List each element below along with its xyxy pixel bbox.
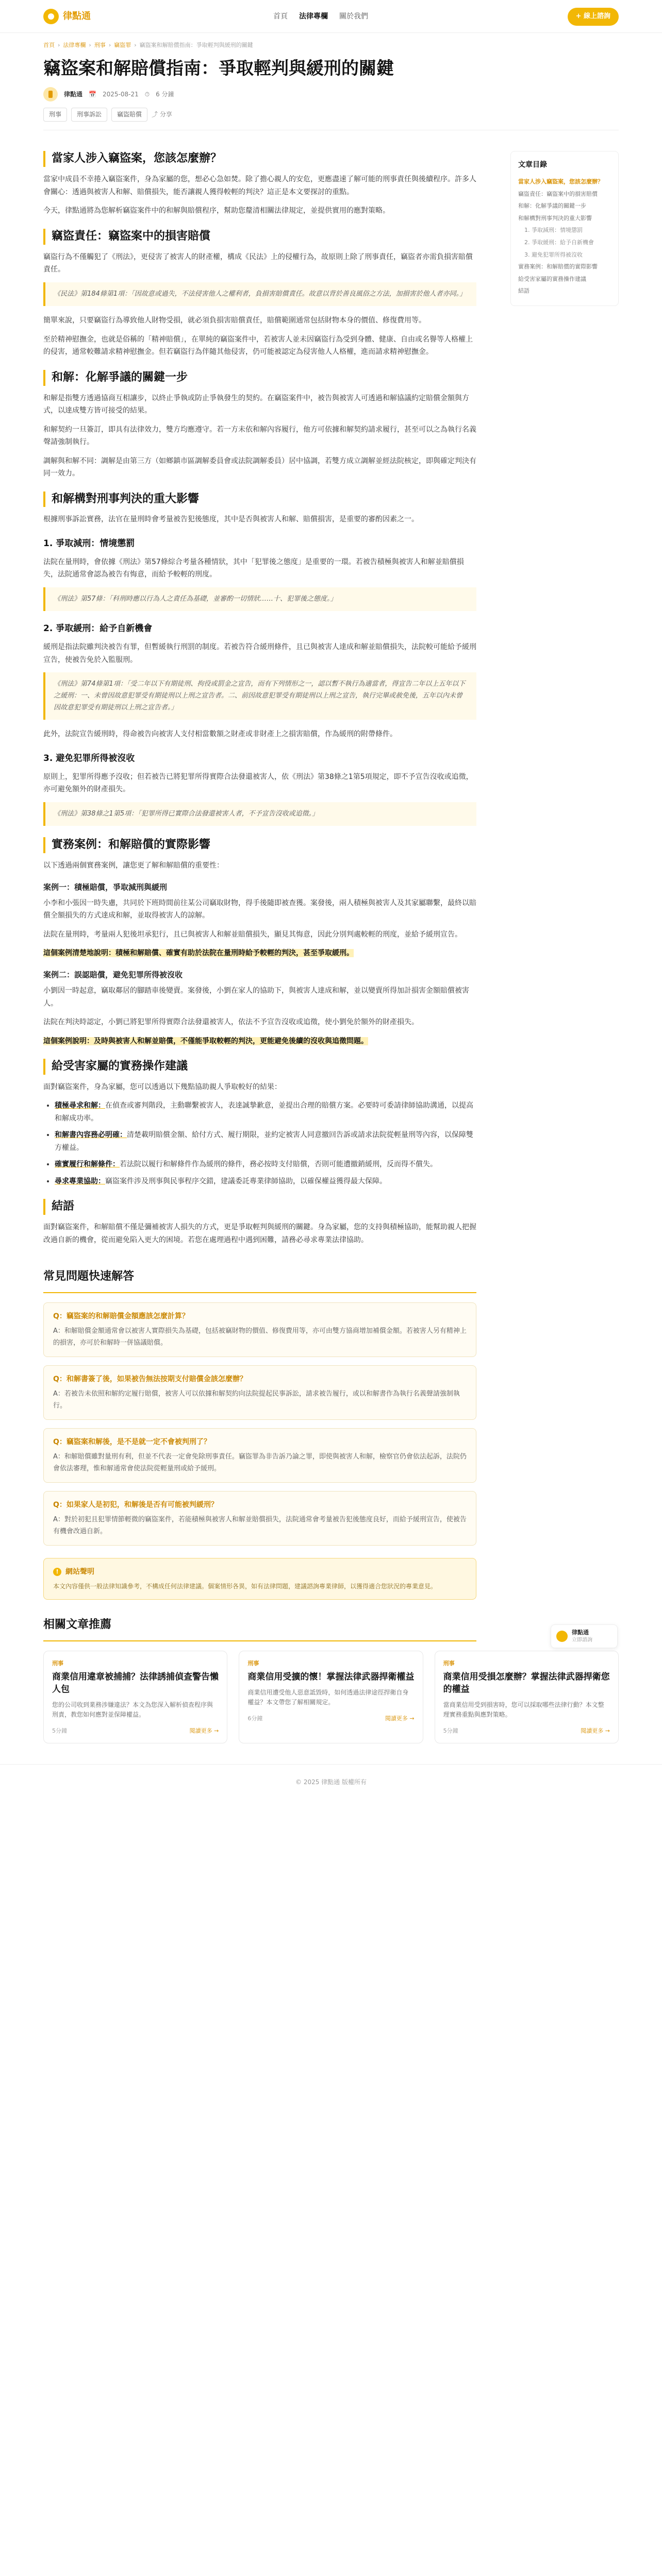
paragraph: 根據刑事訴訟實務，法官在量刑時會考量被告犯後態度，其中是否與被害人和解、賠償損害，是重要的審酌因素之一。 [43, 515, 419, 524]
breadcrumb-theft[interactable]: 竊盜罪 [114, 42, 131, 48]
list-item-text: 清楚載明賠償金額、給付方式、履行期限，並約定被害人同意撤回告訴或請求法院從輕量刑等內容，以保障雙方權益。 [55, 1131, 473, 1152]
faq-item [43, 1491, 476, 1546]
breadcrumb-home[interactable]: 首頁 [43, 42, 55, 48]
paragraph: 面對竊盜案件，和解賠償不僅是彌補被害人損失的方式，更是爭取輕判與緩刑的關鍵。身為家屬，您的支持與積極協助，能幫助親人把握改過自新的機會，從而避免陷入更大的困境。若您在處理過程中遇到困難，請務必尋求專業法律協助。 [43, 1223, 476, 1244]
paragraph: 和解契約一旦簽訂，即具有法律效力，雙方均應遵守。若一方未依和解內容履行，他方可依據和解契約請求履行，甚至可以之為執行名義聲請強制執行。 [43, 425, 476, 447]
list-item-head: 積極尋求和解： [55, 1101, 105, 1110]
chip-name: 律點通 [572, 1629, 589, 1636]
share-label: 分享 [159, 111, 172, 118]
section-heading: 和解：化解爭議的關鍵一步 [43, 370, 476, 386]
breadcrumb-current: 竊盜案和解賠償指南：爭取輕判與緩刑的關鍵 [139, 42, 253, 48]
faq-question: Q：竊盜案的和解賠償金額應該怎麼計算？ [53, 1312, 189, 1320]
article-meta [43, 87, 619, 101]
read-more-link[interactable]: 閱讀更多 → [189, 1727, 219, 1734]
notice-title: 網站聲明 [65, 1567, 94, 1576]
title-block [0, 33, 662, 130]
faq-answer: A：對於初犯且犯罪情節輕微的竊盜案件，若能積極與被害人和解並賠償損失，法院通常會考量被告犯後態度良好，而給予緩刑宣告，使被告有機會改過自新。 [53, 1516, 467, 1536]
brand-logo-icon [43, 9, 59, 24]
share-button[interactable] [152, 109, 172, 120]
toc-item[interactable]: 2. 爭取緩刑：給予自新機會 [524, 239, 594, 246]
toc-item[interactable]: 1. 爭取減刑：情境懲罰 [524, 227, 583, 234]
law-quote: 《刑法》第38條之1第5項：「犯罪所得已實際合法發還被害人者，不予宣告沒收或追徵。」 [43, 802, 476, 826]
section-heading: 給受害家屬的實務操作建議 [43, 1059, 476, 1075]
highlight-text: 這個案例清楚地說明：積極和解賠償、確實有助於法院在量刑時給予較輕的判決，甚至爭取緩刑。 [43, 949, 354, 958]
related-card-title[interactable]: 商業信用違章被捕捕？法律誘捕偵查警告懶人包 [52, 1672, 219, 1694]
breadcrumb-column[interactable]: 法律專欄 [63, 42, 86, 48]
notice-text: 本文內容僅供一般法律知識參考，不構成任何法律建議。個案情形各異，如有法律問題，建議諮詢專業律師，以獲得適合您狀況的專業意見。 [53, 1583, 437, 1590]
related-category: 刑事 [443, 1659, 455, 1667]
highlight-paragraph [43, 1035, 476, 1048]
related-card[interactable] [435, 1651, 619, 1743]
law-quote: 《刑法》第57條：「科刑時應以行為人之責任為基礎，並審酌一切情狀……十、犯罪後之態度。」 [43, 587, 476, 612]
related-read-time: 6分鐘 [247, 1715, 263, 1722]
tag-row [43, 108, 619, 130]
related-card-footer [247, 1714, 414, 1723]
breadcrumb-separator: › [134, 42, 137, 48]
read-time: 6 分鐘 [156, 90, 174, 98]
tag-theft-compensation[interactable]: 竊盜賠償 [111, 108, 147, 122]
toc-item[interactable]: 和解構對刑事判決的重大影響 [518, 214, 592, 222]
faq-answer: A：和解賠償金額通常會以被害人實際損失為基礎，包括被竊財物的價值、修復費用等，亦可由雙方協商增加補償金額。若被害人另有精神上的損害，亦可於和解時一併協議賠償。 [53, 1327, 467, 1347]
paragraph: 法院在量刑時，會依據《刑法》第57條綜合考量各種情狀，其中「犯罪後之態度」是重要的一環。若被告積極與被害人和解並賠償損失，法院通常會認為被告有悔意，而給予較輕的刑度。 [43, 557, 464, 579]
footer-copyright: © 2025 律點通 版權所有 [295, 1778, 367, 1786]
list-item [55, 1158, 476, 1171]
brand[interactable] [43, 8, 91, 25]
highlight-paragraph [43, 947, 476, 960]
paragraph: 以下透過兩個實務案例，讓您更了解和解賠償的重要性： [43, 861, 224, 870]
paragraph: 原則上，犯罪所得應予沒收；但若被告已將犯罪所得實際合法發還被害人，依《刑法》第38條之1第5項規定，即不予宣告沒收或追徵，亦可避免額外的財產損失。 [43, 772, 473, 794]
faq-question: Q：如果家人是初犯，和解後是否有可能被判緩刑？ [53, 1500, 218, 1509]
paragraph: 今天，律點通將為您解析竊盜案件中的和解與賠償程序，幫助您釐清相關法律規定，並提供實用的應對策略。 [43, 207, 390, 215]
section-heading: 實務案例：和解賠償的實際影響 [43, 837, 476, 853]
share-icon: ⤴ [152, 111, 160, 118]
chat-icon [556, 1631, 568, 1642]
tag-criminal[interactable]: 刑事 [43, 108, 67, 122]
main-nav [273, 10, 368, 23]
content-area [0, 130, 662, 1743]
site-header [0, 0, 662, 33]
tag-criminal-procedure[interactable]: 刑事訴訟 [71, 108, 107, 122]
section-heading: 竊盜責任：竊盜案中的損害賠償 [43, 229, 476, 245]
nav-about[interactable]: 關於我們 [339, 12, 368, 21]
breadcrumb-separator: › [108, 42, 111, 48]
toc-item[interactable]: 結語 [518, 287, 529, 295]
faq-answer: A：若被告未依照和解約定履行賠償，被害人可以依據和解契約向法院提起民事訴訟，請求被告履行，或以和解書作為執行名義聲請強制執行。 [53, 1390, 460, 1410]
paragraph: 小劉因一時起意，竊取鄰居的腳踏車後變賣。案發後，小劉在家人的協助下，與被害人達成和解，並以變賣所得加計損害金額賠償被害人。 [43, 987, 469, 1008]
toc-item[interactable]: 和解：化解爭議的關鍵一步 [518, 202, 586, 210]
case-heading: 案例一：積極賠償，爭取減刑與緩刑 [43, 882, 168, 892]
calendar-icon: 📅 [89, 90, 96, 98]
section-heading: 結語 [43, 1199, 476, 1215]
article-body [43, 130, 476, 1641]
breadcrumb-separator: › [89, 42, 91, 48]
read-more-link[interactable]: 閱讀更多 → [581, 1727, 610, 1734]
faq-answer: A：和解賠償雖對量刑有利，但並不代表一定會免除刑事責任。竊盜罪為非告訴乃論之罪，即使與被害人和解，檢察官仍會依法起訴，法院仍會依法審理，惟和解通常會使法院從輕量刑或給予緩刑。 [53, 1453, 467, 1473]
subsection-heading: 2. 爭取緩刑：給予自新機會 [43, 623, 153, 634]
list-item-head: 確實履行和解條件： [55, 1160, 120, 1169]
related-card-title[interactable]: 商業信用受損怎麼辦？掌握法律武器捍衛您的權益 [443, 1672, 610, 1694]
list-item [55, 1129, 476, 1154]
related-card-footer [52, 1726, 219, 1736]
subsection-heading: 1. 爭取減刑：情境懲罰 [43, 538, 135, 549]
related-card[interactable] [239, 1651, 423, 1743]
breadcrumb-separator: › [58, 42, 60, 48]
list-item-text: 在偵查或審判階段，主動聯繫被害人，表達誠摯歉意，並提出合理的賠償方案。必要時可委請律師協助溝通，以提高和解成功率。 [55, 1101, 473, 1123]
paragraph: 此外，法院宣告緩刑時，得命被告向被害人支付相當數額之財產或非財產上之損害賠償，作為緩刑的附帶條件。 [43, 730, 397, 739]
toc-item[interactable]: 3. 避免犯罪所得被沒收 [524, 251, 583, 258]
toc-item[interactable]: 實務案例：和解賠償的實際影響 [518, 263, 598, 270]
paragraph: 法院在判決時認定，小劉已將犯罪所得實際合法發還被害人，依法不予宣告沒收或追徵，使小劉免於額外的財產損失。 [43, 1018, 419, 1027]
read-more-link[interactable]: 閱讀更多 → [385, 1715, 415, 1722]
clock-icon: ⏱ [144, 90, 150, 98]
list-item [55, 1175, 476, 1188]
info-icon: ! [53, 1568, 61, 1576]
paragraph: 面對竊盜案件，身為家屬，您可以透過以下幾點協助親人爭取較好的結果： [43, 1082, 282, 1091]
paragraph: 法院在量刑時，考量兩人犯後坦承犯行，且已與被害人和解並賠償損失，顯見其悔意，因此分別判處較輕的刑度，並給予緩刑宣告。 [43, 930, 462, 939]
nav-legal-column[interactable]: 法律專欄 [299, 12, 328, 21]
author-avatar [43, 87, 58, 101]
faq-question: Q：竊盜案和解後，是不是就一定不會被判刑了？ [53, 1437, 211, 1446]
related-category: 刑事 [247, 1659, 259, 1667]
subsection-heading: 3. 避免犯罪所得被沒收 [43, 753, 135, 764]
law-quote: 《民法》第184條第1項：「因故意或過失，不法侵害他人之權利者，負損害賠償責任。故意以背於善良風俗之方法，加損害於他人者亦同。」 [43, 282, 476, 307]
author-name[interactable]: 律點通 [64, 90, 83, 98]
faq-question: Q：和解書簽了後，如果被告無法按期支付賠償金該怎麼辦？ [53, 1375, 247, 1383]
paragraph: 調解與和解不同：調解是由第三方（如鄉鎮市區調解委員會或法院調解委員）居中協調，若雙方成立調解並經法院核定，即與確定判決有同一效力。 [43, 456, 476, 478]
breadcrumb [43, 40, 619, 50]
list-item-head: 和解書內容務必明確： [55, 1131, 127, 1140]
related-card[interactable] [43, 1651, 227, 1743]
list-item [55, 1099, 476, 1125]
section-heading: 當家人涉入竊盜案，您該怎麼辦？ [43, 151, 476, 167]
notice-head [53, 1566, 467, 1579]
related-articles [43, 1651, 619, 1743]
chip-text [572, 1629, 592, 1643]
paragraph: 小李和小張因一時失慮，共同於下班時間前往某公司竊取財物，得手後隨即被查獲。案發後，兩人積極與被害人及其家屬聯繫，最終以賠償全額損失的方式達成和解，並取得被害人的諒解。 [43, 899, 476, 920]
paragraph: 簡單來說，只要竊盜行為導致他人財物受損，就必須負損害賠償責任，賠償範圍通常包括財物本身的價值、修復費用等。 [43, 316, 426, 325]
publish-date: 2025-08-21 [102, 90, 139, 98]
faq-item [43, 1365, 476, 1420]
toc-title: 文章目錄 [518, 161, 547, 170]
related-title: 相關文章推薦 [43, 1615, 476, 1641]
faq-title: 常見問題快速解答 [43, 1267, 476, 1293]
law-quote: 《刑法》第74條第1項：「受二年以下有期徒刑、拘役或罰金之宣告，而有下列情形之一，認以暫不執行為適當者，得宣告二年以上五年以下之緩刑：一、未曾因故意犯罪受有期徒刑以上刑之宣告者。二、前因故意犯罪受有期徒刑以上刑之宣告，執行完畢或赦免後，五年以內未曾因故意犯罪受有期徒刑以上刑之宣告者。」 [43, 672, 476, 720]
nav-home[interactable]: 首頁 [273, 12, 288, 21]
chip-sub: 立即諮詢 [572, 1637, 592, 1643]
paragraph: 當家中成員不幸捲入竊盜案件，身為家屬的您，想必心急如焚。除了擔心親人的安危，更應盡速了解可能的刑事責任與後續程序。許多人會關心：透過與被害人和解、賠償損失，能否讓親人獲得較輕的判決？這正是本文要探討的重點。 [43, 175, 476, 196]
faq-item [43, 1428, 476, 1483]
toc-item[interactable]: 竊盜責任：竊盜案中的損害賠償 [518, 190, 598, 197]
paragraph: 緩刑是指法院雖判決被告有罪，但暫緩執行刑罰的制度。若被告符合緩刑條件，且已與被害人達成和解並賠償損失，法院較可能給予緩刑宣告，使被告免於入監服刑。 [43, 643, 476, 664]
toc-item[interactable]: 當家人涉入竊盜案，您該怎麼辦？ [518, 178, 603, 185]
paragraph: 至於精神慰撫金，也就是俗稱的「精神賠償」，在單純的竊盜案件中，若被害人並未因竊盜行為受到身體、健康、自由或名譽等人格權上的侵害，通常較難請求精神慰撫金。但若竊盜行為伴隨其他侵害，仍可能被認定為侵害他人人格權，進而請求精神慰撫金。 [43, 335, 473, 357]
related-card-desc: 當商業信用受到損害時，您可以採取哪些法律行動？本文整理實務重點與應對策略。 [443, 1701, 604, 1718]
site-footer [0, 1764, 662, 1800]
article-title: 竊盜案和解賠償指南：爭取輕判與緩刑的關鍵 [43, 58, 394, 79]
section-heading: 和解構對刑事判決的重大影響 [43, 492, 476, 507]
related-card-title[interactable]: 商業信用受擴的懷！掌握法律武器捍衛權益 [247, 1672, 415, 1683]
list-item-text: 若法院以履行和解條件作為緩刑的條件，務必按時支付賠償，否則可能遭撤銷緩刑，反而得不償失。 [120, 1160, 437, 1169]
paragraph: 和解是指雙方透過協商互相讓步，以終止爭執或防止爭執發生的契約。在竊盜案件中，被告與被害人可透過和解協議約定賠償金額與方式，以達成雙方皆可接受的結果。 [43, 394, 469, 415]
floating-consult-chip[interactable] [551, 1624, 618, 1648]
related-category: 刑事 [52, 1659, 63, 1667]
list-item-head: 尋求專業協助： [55, 1177, 105, 1185]
highlight-text: 這個案例說明：及時與被害人和解並賠償，不僅能爭取較輕的判決，更能避免後續的沒收與追徵問題。 [43, 1037, 368, 1045]
toc-item[interactable]: 給受害家屬的實務操作建議 [518, 275, 586, 282]
related-card-desc: 您的公司收到業務涉嫌違法？本文為您深入解析偵查程序與刑責，教您如何應對並保障權益。 [52, 1701, 213, 1718]
contact-button[interactable]: + 線上諮詢 [568, 8, 619, 26]
related-read-time: 5分鐘 [443, 1727, 458, 1734]
advice-list [55, 1099, 476, 1188]
table-of-contents [510, 151, 619, 306]
related-read-time: 5分鐘 [52, 1727, 67, 1734]
list-item-text: 竊盜案件涉及刑事與民事程序交錯，建議委託專業律師協助，以確保權益獲得最大保障。 [105, 1177, 387, 1185]
paragraph: 竊盜行為不僅觸犯了《刑法》，更侵害了被害人的財產權，構成《民法》上的侵權行為，故原則上除了刑事責任，竊盜者亦需負損害賠償責任。 [43, 252, 473, 274]
related-card-desc: 商業信用遭受他人惡意詆毀時，如何透過法律途徑捍衛自身權益？本文帶您了解相關規定。 [247, 1688, 409, 1706]
case-heading: 案例二：誤認賠償，避免犯罪所得被沒收 [43, 970, 183, 979]
brand-name: 律點通 [63, 11, 91, 22]
breadcrumb-criminal[interactable]: 刑事 [94, 42, 106, 48]
faq-item [43, 1302, 476, 1357]
related-card-footer [443, 1726, 610, 1736]
site-notice [43, 1558, 476, 1600]
